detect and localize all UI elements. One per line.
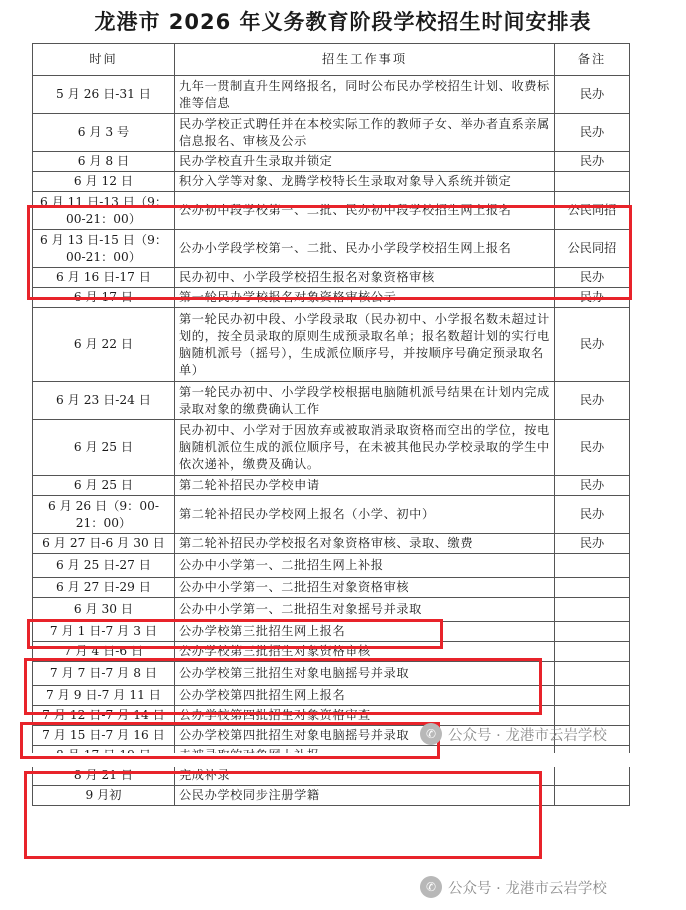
cell-note	[555, 578, 630, 598]
table-row	[33, 598, 630, 622]
cell-note	[555, 662, 630, 686]
cell-task: 第一轮民办学校报名对象资格审核公示	[175, 288, 555, 308]
page-gap	[0, 753, 686, 767]
table-row	[33, 622, 630, 642]
header-time: 时间	[33, 44, 175, 76]
cell-task: 民办初中、小学段学校招生报名对象资格审核	[175, 268, 555, 288]
cell-time: 6 月 8 日	[33, 152, 175, 172]
cell-note: 民办	[555, 534, 630, 554]
cell-task: 积分入学等对象、龙腾学校特长生录取对象导入系统并锁定	[175, 172, 555, 192]
cell-task: 公办学校第三批招生对象资格审核	[175, 642, 555, 662]
table-row	[33, 76, 630, 114]
cell-task: 公办初中段学校第一、二批、民办初中段学校招生网上报名	[175, 192, 555, 230]
cell-time: 6 月 25 日	[33, 420, 175, 476]
cell-time: 6 月 13 日-15 日（9：00-21：00）	[33, 230, 175, 268]
cell-note: 民办	[555, 308, 630, 382]
table-row	[33, 662, 630, 686]
page-title: 龙港市 2026 年义务教育阶段学校招生时间安排表	[94, 10, 592, 34]
cell-note	[555, 786, 630, 806]
cell-time: 6 月 25 日-27 日	[33, 554, 175, 578]
watermark-text: 公众号 · 龙港市云岩学校	[448, 727, 607, 744]
cell-note: 公民同招	[555, 230, 630, 268]
cell-note: 民办	[555, 382, 630, 420]
cell-task: 公办小学段学校第一、二批、民办小学段学校招生网上报名	[175, 230, 555, 268]
cell-task: 公办学校第三批招生对象电脑摇号并录取	[175, 662, 555, 686]
table-row	[33, 382, 630, 420]
cell-note	[555, 554, 630, 578]
cell-task: 公办中小学第一、二批招生对象资格审核	[175, 578, 555, 598]
cell-task: 民办初中、小学对于因放弃或被取消录取资格而空出的学位，按电脑随机派位生成的派位顺序号，在未被其他民办学校录取的学生中依次递补，缴费及确认。	[175, 420, 555, 476]
cell-note: 民办	[555, 114, 630, 152]
cell-time: 6 月 30 日	[33, 598, 175, 622]
table-row	[33, 766, 630, 786]
table-row	[33, 476, 630, 496]
cell-task: 第二轮补招民办学校报名对象资格审核、录取、缴费	[175, 534, 555, 554]
cell-note	[555, 598, 630, 622]
table-row	[33, 578, 630, 598]
cell-time: 7 月 7 日-7 月 8 日	[33, 662, 175, 686]
table-row	[33, 308, 630, 382]
cell-task: 第二轮补招民办学校申请	[175, 476, 555, 496]
cell-note: 公民同招	[555, 192, 630, 230]
watermark	[420, 723, 607, 745]
table-row	[33, 172, 630, 192]
cell-task: 公办中小学第一、二批招生网上补报	[175, 554, 555, 578]
table-header-row	[33, 44, 630, 76]
cell-time: 7 月 4 日-6 日	[33, 642, 175, 662]
cell-note: 民办	[555, 496, 630, 534]
cell-time: 7 月 9 日-7 月 11 日	[33, 686, 175, 706]
cell-task: 公办学校第三批招生网上报名	[175, 622, 555, 642]
cell-time: 6 月 26 日（9：00-21：00）	[33, 496, 175, 534]
header-note: 备注	[555, 44, 630, 76]
cell-note: 民办	[555, 476, 630, 496]
table-row	[33, 114, 630, 152]
cell-note	[555, 766, 630, 786]
cell-time: 7 月 12 日-7 月 14 日	[33, 706, 175, 726]
cell-task: 公办学校第四批招生网上报名	[175, 686, 555, 706]
cell-task: 第一轮民办初中段、小学段录取（民办初中、小学报名数未超过计划的，按全员录取的原则生成预录取名单；报名数超计划的实行电脑随机派号（摇号），生成派位顺序号，并按顺序号确定预录取名单）	[175, 308, 555, 382]
cell-task: 完成补录	[175, 766, 555, 786]
wechat-icon: ✆	[420, 723, 442, 745]
table-row	[33, 786, 630, 806]
table-row	[33, 268, 630, 288]
watermark-text: 公众号 · 龙港市云岩学校	[448, 880, 607, 897]
table-row	[33, 642, 630, 662]
cell-time: 6 月 23 日-24 日	[33, 382, 175, 420]
cell-time: 8 月 21 日	[33, 766, 175, 786]
table-row	[33, 420, 630, 476]
cell-task: 九年一贯制直升生网络报名，同时公布民办学校招生计划、收费标准等信息	[175, 76, 555, 114]
table-row	[33, 554, 630, 578]
cell-task: 公办学校第四批招生对象电脑摇号并录取	[175, 726, 555, 746]
cell-note: 民办	[555, 288, 630, 308]
table-row	[33, 686, 630, 706]
cell-task: 公办中小学第一、二批招生对象摇号并录取	[175, 598, 555, 622]
table-row	[33, 496, 630, 534]
cell-note	[555, 622, 630, 642]
cell-note	[555, 172, 630, 192]
cell-time: 6 月 11 日-13 日（9：00-21：00）	[33, 192, 175, 230]
cell-note	[555, 686, 630, 706]
cell-task: 公办学校第四批招生对象资格审查	[175, 706, 555, 726]
cell-time: 6 月 22 日	[33, 308, 175, 382]
table-row	[33, 288, 630, 308]
cell-note: 民办	[555, 76, 630, 114]
cell-task: 公民办学校同步注册学籍	[175, 786, 555, 806]
cell-task: 第二轮补招民办学校网上报名（小学、初中）	[175, 496, 555, 534]
cell-task: 民办学校正式聘任并在本校实际工作的教师子女、举办者直系亲属信息报名、审核及公示	[175, 114, 555, 152]
cell-time: 6 月 16 日-17 日	[33, 268, 175, 288]
cell-time: 5 月 26 日-31 日	[33, 76, 175, 114]
cell-time: 6 月 12 日	[33, 172, 175, 192]
watermark	[420, 876, 607, 898]
cell-note: 民办	[555, 152, 630, 172]
cell-time: 6 月 3 号	[33, 114, 175, 152]
table-row	[33, 192, 630, 230]
header-task: 招生工作事项	[175, 44, 555, 76]
cell-task: 第一轮民办初中、小学段学校根据电脑随机派号结果在计划内完成录取对象的缴费确认工作	[175, 382, 555, 420]
cell-time: 9 月初	[33, 786, 175, 806]
cell-time: 6 月 25 日	[33, 476, 175, 496]
cell-time: 7 月 15 日-7 月 16 日	[33, 726, 175, 746]
cell-note: 民办	[555, 268, 630, 288]
table-row	[33, 534, 630, 554]
cell-time: 6 月 27 日-6 月 30 日	[33, 534, 175, 554]
table-row	[33, 152, 630, 172]
cell-note: 民办	[555, 420, 630, 476]
cell-task: 民办学校直升生录取并锁定	[175, 152, 555, 172]
cell-time: 6 月 27 日-29 日	[33, 578, 175, 598]
cell-time: 7 月 1 日-7 月 3 日	[33, 622, 175, 642]
cell-note	[555, 642, 630, 662]
table-row	[33, 230, 630, 268]
cell-time: 6 月 17 日	[33, 288, 175, 308]
wechat-icon: ✆	[420, 876, 442, 898]
schedule-table	[32, 43, 630, 806]
